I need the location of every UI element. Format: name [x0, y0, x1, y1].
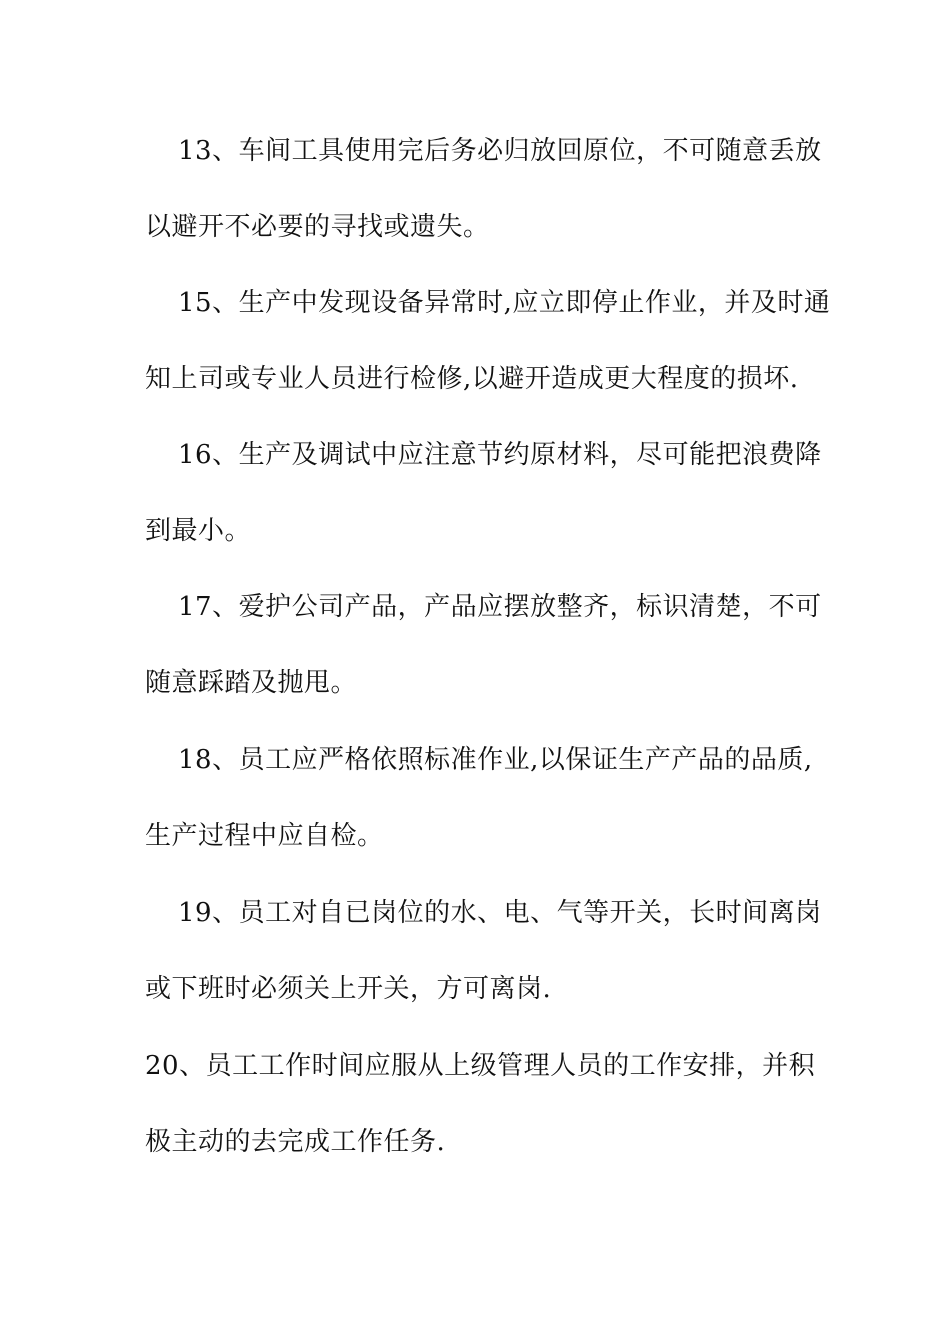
paragraph-line: 极主动的去完成工作任务. — [145, 1127, 446, 1157]
paragraph-line: 16、生产及调试中应注意节约原材料，尽可能把浪费降 — [178, 440, 822, 470]
paragraph-line: 18、员工应严格依照标准作业,以保证生产产品的品质, — [178, 745, 813, 775]
paragraph-line: 生产过程中应自检。 — [145, 821, 384, 851]
paragraph-item-15 — [145, 265, 831, 417]
paragraph-line: 20、员工工作时间应服从上级管理人员的工作安排，并积 — [145, 1051, 816, 1081]
paragraph-item-20 — [145, 1028, 816, 1180]
paragraph-item-13 — [145, 113, 822, 265]
paragraph-line: 17、爱护公司产品，产品应摆放整齐，标识清楚，不可 — [178, 592, 822, 622]
paragraph-line: 13、车间工具使用完后务必归放回原位，不可随意丢放 — [178, 136, 822, 166]
paragraph-item-16 — [145, 417, 822, 569]
paragraph-line: 知上司或专业人员进行检修,以避开造成更大程度的损坏. — [145, 364, 799, 394]
paragraph-item-19 — [145, 875, 822, 1027]
paragraph-item-17 — [145, 569, 822, 721]
paragraph-line: 到最小。 — [145, 516, 252, 546]
paragraph-line: 或下班时必须关上开关，方可离岗. — [145, 974, 552, 1004]
paragraph-line: 以避开不必要的寻找或遗失。 — [145, 212, 490, 242]
paragraph-item-18 — [145, 722, 813, 874]
paragraph-line: 19、员工对自已岗位的水、电、气等开关，长时间离岗 — [178, 898, 822, 928]
paragraph-line: 15、生产中发现设备异常时,应立即停止作业，并及时通 — [178, 288, 831, 318]
paragraph-line: 随意踩踏及抛甩。 — [145, 668, 358, 698]
